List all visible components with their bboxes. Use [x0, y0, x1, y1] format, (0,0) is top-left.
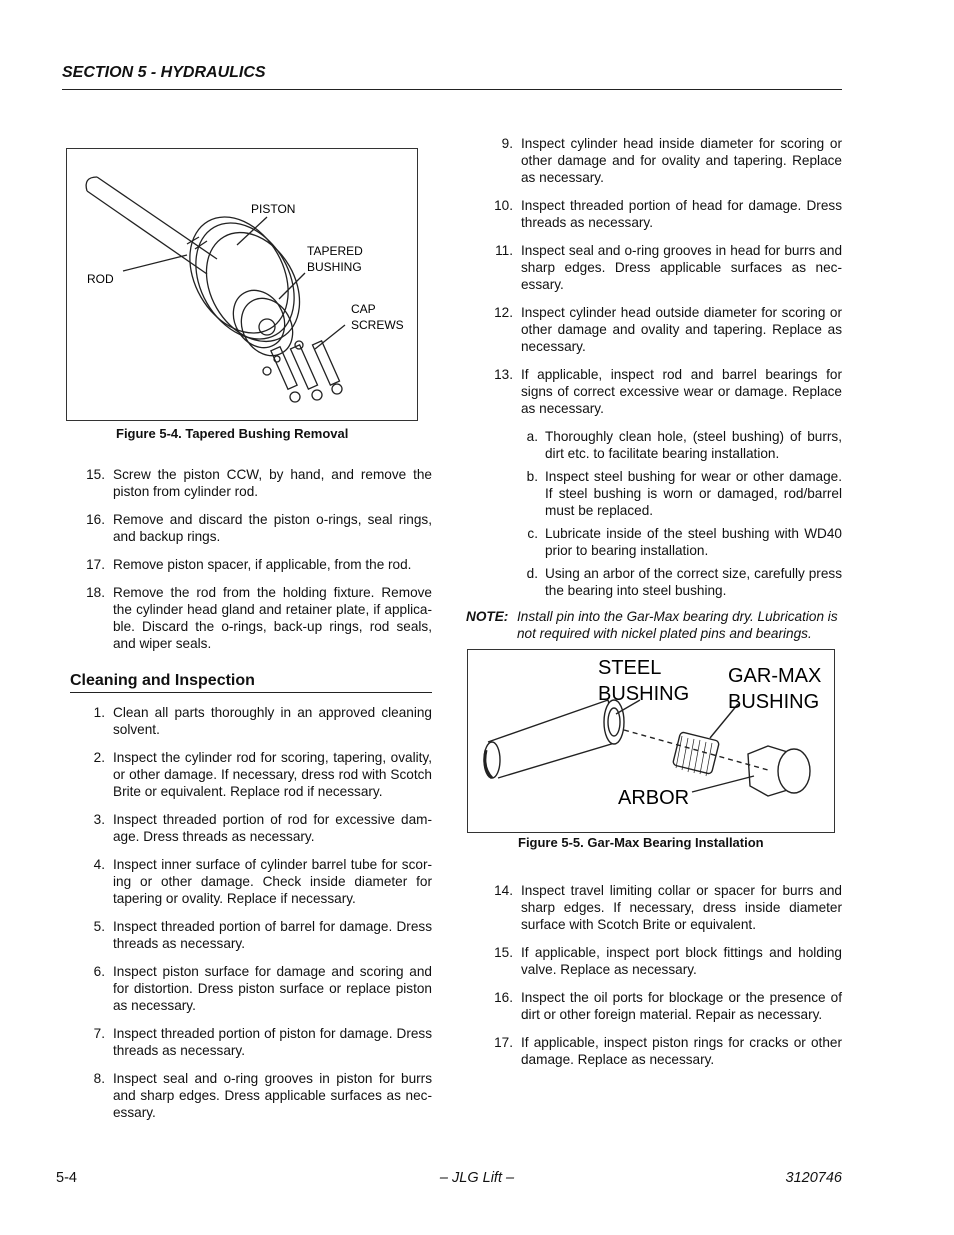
figure-caption: Figure 5-4. Tapered Bushing Removal [116, 426, 349, 441]
list-item [478, 135, 842, 186]
left-column [70, 466, 432, 1132]
list-item [478, 1034, 842, 1068]
header-rule [62, 89, 842, 90]
label-garmax-bushing: BUSHING [728, 691, 820, 713]
label-rod: ROD [87, 272, 114, 286]
list-item-text: Inspect threaded portion of rod for excessive dam-age. Dress threads as necessary. [113, 812, 432, 844]
list-item [478, 989, 842, 1023]
list-item-text: Clean all parts thoroughly in an approved cleaning solvent. [113, 705, 432, 737]
label-steel: STEEL [598, 657, 662, 679]
list-item-number: 8. [93, 1071, 105, 1086]
sub-list-item [478, 468, 842, 519]
list-item-number: 12. [494, 305, 513, 320]
list-item [478, 882, 842, 933]
note-label: NOTE: [466, 609, 509, 624]
sub-list-item [478, 525, 842, 559]
label-bushing: BUSHING [307, 260, 362, 274]
list-item-text: Inspect travel limiting collar or spacer for burrs and sharp edges. If necessary, dress inside diameter surface with Scotch Brite or equivalent. [521, 883, 842, 932]
right-column [466, 135, 842, 642]
list-item-text: If applicable, inspect port block fittings and holding valve. Replace as necessary. [521, 945, 842, 977]
list-item [478, 944, 842, 978]
sub-list-item [478, 565, 842, 599]
sub-list-item-text: Inspect steel bushing for wear or other damage. If steel bushing is worn or damaged, rod/barrel must be replaced. [545, 469, 842, 518]
list-item-number: 2. [93, 750, 105, 765]
list-item [478, 197, 842, 231]
list-item [70, 556, 432, 573]
list-item-number: 17. [86, 557, 105, 572]
document-number: 3120746 [785, 1170, 842, 1186]
sub-list-item-text: Lubricate inside of the steel bushing with WD40 prior to bearing installation. [545, 526, 842, 558]
sub-list-item-text: Thoroughly clean hole, (steel bushing) of burrs, dirt etc. to facilitate bearing installation. [545, 429, 842, 461]
list-item [70, 856, 432, 907]
list-item-text: Inspect threaded portion of piston for damage. Dress threads as necessary. [113, 1026, 432, 1058]
list-item-text: Inspect seal and o-ring grooves in head for burrs and sharp edges. Dress applicable surfaces as nec-essary. [521, 243, 842, 292]
label-arbor: ARBOR [618, 787, 690, 809]
footer-brand: – JLG Lift – [439, 1170, 515, 1186]
list-item-number: 17. [494, 1035, 513, 1050]
figure-tapered-bushing [66, 148, 418, 421]
list-item-text: Inspect cylinder head outside diameter for scoring or other damage and ovality and tapering. Replace as necessary. [521, 305, 842, 354]
list-item-number: 15. [494, 945, 513, 960]
label-garmax: GAR-MAX [728, 665, 822, 687]
list-item-text: Inspect cylinder head inside diameter for scoring or other damage and for ovality and tapering. Replace as necessary. [521, 136, 842, 185]
list-item-number: 18. [86, 585, 105, 600]
list-item [478, 304, 842, 355]
list-item-number: 15. [86, 467, 105, 482]
label-screws: SCREWS [351, 318, 404, 332]
list-item [478, 242, 842, 293]
label-piston: PISTON [251, 202, 296, 216]
sub-list-item-number: c. [527, 526, 538, 541]
list-item-text: If applicable, inspect rod and barrel bearings for signs of correct excessive wear or damage. Replace as necessary. [521, 367, 842, 416]
right-column-bottom [478, 882, 842, 1079]
list-item-number: 6. [93, 964, 105, 979]
list-item-number: 9. [501, 136, 513, 151]
page-number: 5-4 [56, 1170, 77, 1186]
note [466, 608, 842, 642]
label-steel-bushing: BUSHING [598, 683, 690, 705]
list-item-number: 7. [93, 1026, 105, 1041]
section-heading: Cleaning and Inspection [70, 672, 432, 693]
list-item-text: Inspect seal and o-ring grooves in piston for burrs and sharp edges. Dress applicable surfaces as nec-essary. [113, 1071, 432, 1120]
list-item [70, 584, 432, 652]
list-item-number: 14. [494, 883, 513, 898]
bearing-substeps-list [478, 428, 842, 599]
sub-list-item-text: Using an arbor of the correct size, carefully press the bearing into steel bushing. [545, 566, 842, 598]
cleaning-steps-list [70, 704, 432, 1121]
section-header: SECTION 5 - HYDRAULICS [62, 64, 266, 81]
list-item [478, 366, 842, 417]
list-item [70, 466, 432, 500]
sub-list-item-number: a. [526, 429, 538, 444]
sub-list-item [478, 428, 842, 462]
list-item-number: 11. [495, 243, 513, 258]
list-item [70, 749, 432, 800]
list-item [70, 918, 432, 952]
list-item-number: 13. [494, 367, 513, 382]
sub-list-item-number: b. [526, 469, 538, 484]
list-item-text: Remove the rod from the holding fixture. Remove the cylinder head gland and retainer plate, if applica-ble. Discard the o-rings, back-up rings, rod seals, and wiper seals. [113, 585, 432, 651]
list-item-text: Remove and discard the piston o-rings, seal rings, and backup rings. [113, 512, 432, 544]
figure-caption-2: Figure 5-5. Gar-Max Bearing Installation [518, 835, 764, 850]
list-item-text: Inspect piston surface for damage and scoring and for distortion. Dress piston surface or replace piston as necessary. [113, 964, 432, 1013]
list-item [70, 511, 432, 545]
garmax-bearing-illustration [468, 650, 834, 832]
list-item-text: Inspect threaded portion of barrel for damage. Dress threads as necessary. [113, 919, 432, 951]
list-item-number: 4. [93, 857, 105, 872]
inspection-steps-list [478, 135, 842, 417]
list-item-text: Inspect threaded portion of head for damage. Dress threads as necessary. [521, 198, 842, 230]
list-item-text: If applicable, inspect piston rings for cracks or other damage. Replace as necessary. [521, 1035, 842, 1067]
list-item-number: 1. [93, 705, 105, 720]
list-item-text: Inspect the cylinder rod for scoring, tapering, ovality, or other damage. If necessary, dress rod with Scotch Brite or equivalent. Replace rod if necessary. [113, 750, 432, 799]
list-item-number: 5. [93, 919, 105, 934]
list-item [70, 1025, 432, 1059]
label-cap: CAP [351, 302, 376, 316]
list-item-number: 10. [494, 198, 513, 213]
list-item [70, 704, 432, 738]
tapered-bushing-illustration [67, 149, 417, 420]
sub-list-item-number: d. [526, 566, 538, 581]
list-item-text: Screw the piston CCW, by hand, and remove the piston from cylinder rod. [113, 467, 432, 499]
final-inspection-list [478, 882, 842, 1068]
list-item [70, 963, 432, 1014]
list-item-number: 16. [494, 990, 513, 1005]
list-item-number: 3. [93, 812, 105, 827]
removal-steps-list [70, 466, 432, 652]
note-text: Install pin into the Gar-Max bearing dry. Lubrication is not required with nickel plated pins and bearings. [517, 609, 838, 641]
figure-garmax-bearing [467, 649, 835, 833]
list-item-text: Inspect the oil ports for blockage or the presence of dirt or other foreign material. Repair as necessary. [521, 990, 842, 1022]
list-item-number: 16. [86, 512, 105, 527]
list-item-text: Remove piston spacer, if applicable, from the rod. [113, 557, 412, 572]
list-item [70, 1070, 432, 1121]
list-item-text: Inspect inner surface of cylinder barrel tube for scor-ing or other damage. Check inside diameter for tapering or ovality. Replace if necessary. [113, 857, 432, 906]
label-tapered: TAPERED [307, 244, 363, 258]
list-item [70, 811, 432, 845]
